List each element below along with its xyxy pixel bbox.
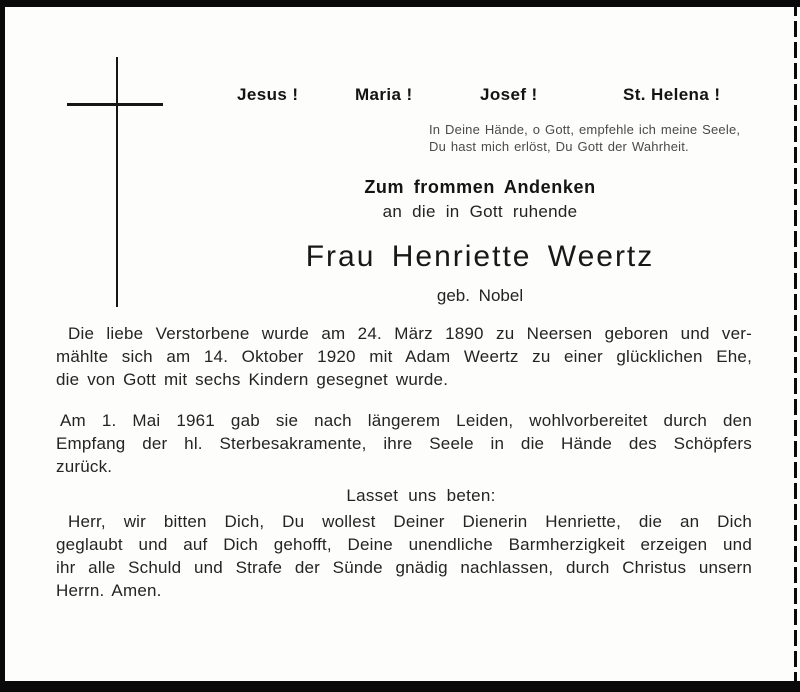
memorial-heading-block — [120, 177, 800, 222]
invocation-helena: St. Helena ! — [623, 85, 721, 104]
text-line: geglaubt und auf Dich gehofft, Deine unendliche Barmherzigkeit erzeigen und — [56, 535, 752, 554]
scan-border-left — [0, 0, 5, 692]
text-line: zurück. — [56, 457, 113, 476]
prayer-title: Lasset uns beten: — [346, 486, 496, 505]
text-line: ihr alle Schuld und Strafe der Sünde gnädig nachlassen, durch Christus unsern — [56, 558, 752, 577]
paragraph-death — [56, 409, 752, 478]
text-line: die von Gott mit sechs Kindern gesegnet wurde. — [56, 370, 449, 389]
scan-border-top — [0, 0, 800, 7]
text-line: Die liebe Verstorbene wurde am 24. März 1890 zu Neersen geboren und ver- — [68, 324, 752, 343]
invocation-row — [237, 85, 737, 107]
text-line: In Deine Hände, o Gott, empfehle ich meine Seele, — [429, 122, 741, 137]
paragraph-prayer — [56, 510, 752, 602]
invocation-jesus: Jesus ! — [237, 85, 299, 104]
scan-border-right — [794, 0, 797, 692]
memorial-subheading: an die in Gott ruhende — [382, 202, 578, 221]
scan-border-bottom — [0, 681, 800, 692]
invocation-josef: Josef ! — [480, 85, 538, 104]
text-line: Am 1. Mai 1961 gab sie nach längerem Leiden, wohlvorbereitet durch den — [60, 411, 752, 430]
paragraph-life — [56, 322, 752, 391]
cross-horizontal-bar — [67, 103, 163, 106]
text-line: Herr, wir bitten Dich, Du wollest Deiner Dienerin Henriette, die an Dich — [68, 512, 752, 531]
memorial-heading: Zum frommen Andenken — [364, 177, 596, 197]
deceased-name-block — [120, 240, 800, 306]
invocation-maria: Maria ! — [355, 85, 413, 104]
maiden-name: geb. Nobel — [436, 286, 524, 305]
text-line: mählte sich am 14. Oktober 1920 mit Adam Weertz zu einer glücklichen Ehe, — [56, 347, 752, 366]
deceased-name: Frau Henriette Weertz — [305, 240, 655, 273]
text-line: Empfang der hl. Sterbesakramente, ihre Seele in die Hände des Schöpfers — [56, 434, 752, 453]
motto-prayer — [429, 121, 740, 155]
cross-vertical-bar — [116, 57, 118, 307]
text-line: Herrn. Amen. — [56, 581, 162, 600]
text-line: Du hast mich erlöst, Du Gott der Wahrheit. — [429, 139, 689, 154]
